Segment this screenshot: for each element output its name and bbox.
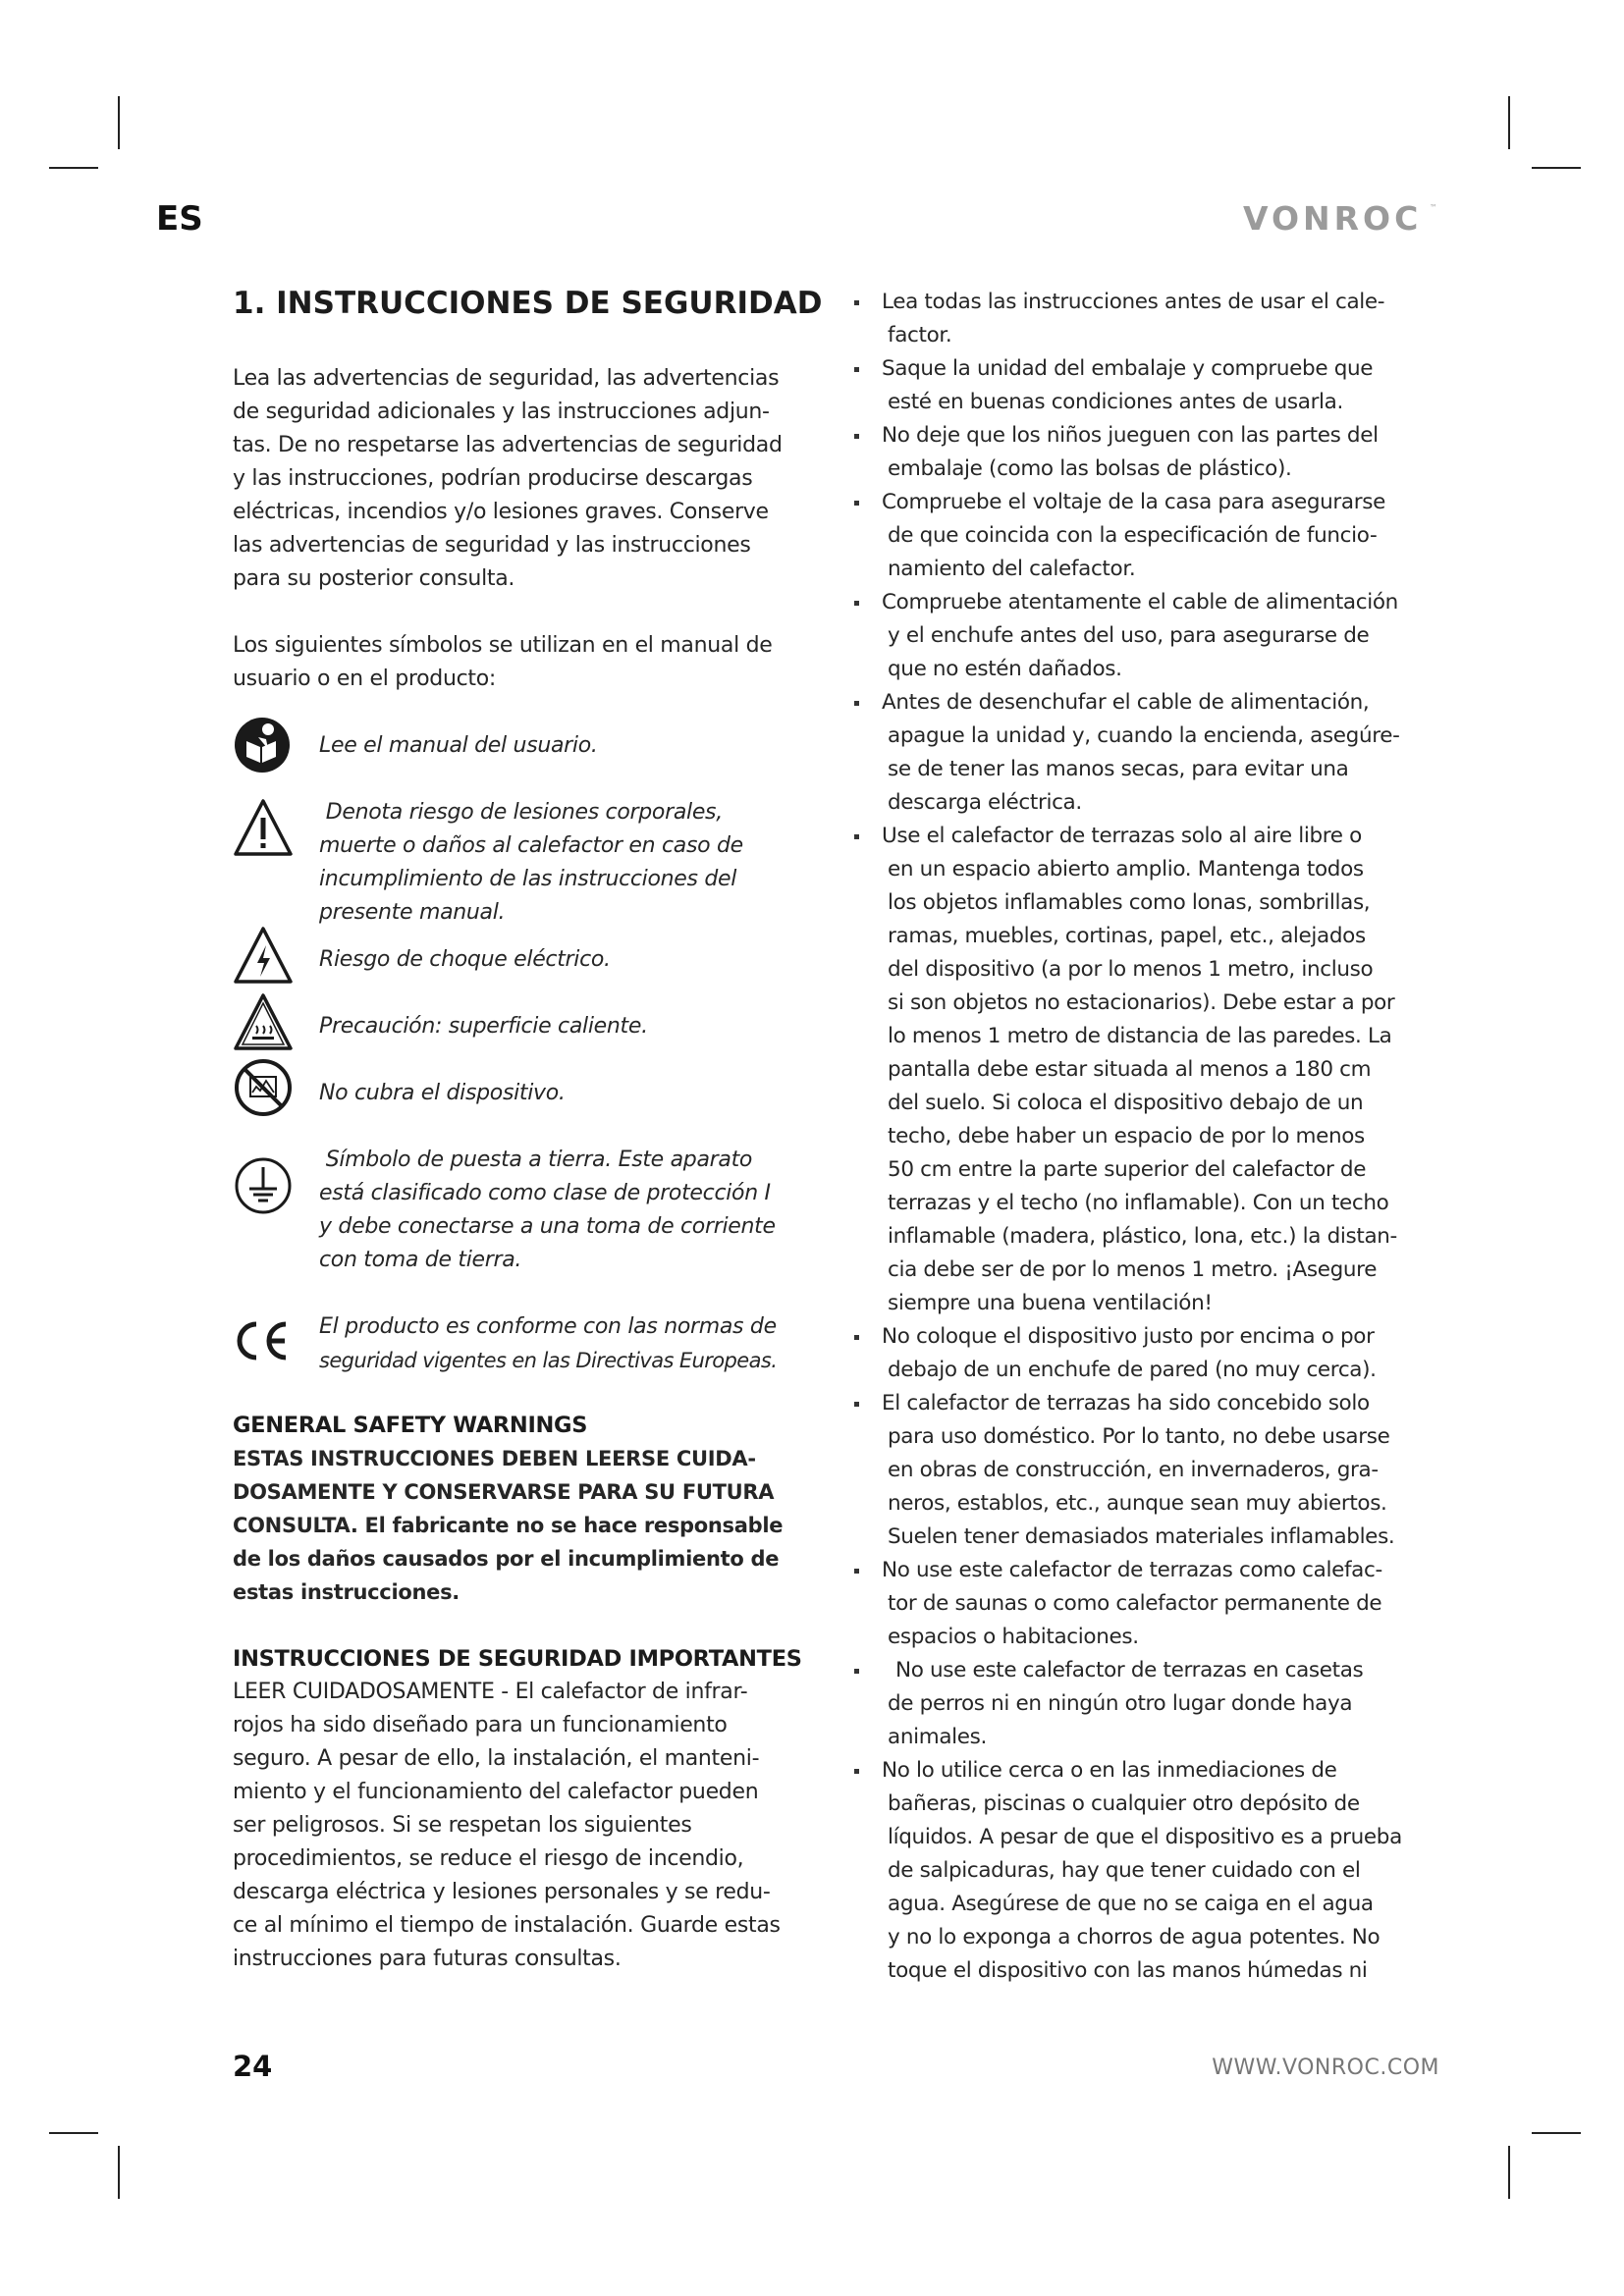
safety-bullet-item bbox=[852, 686, 1447, 820]
bullet-text-line: para uso doméstico. Por lo tanto, no debe usarse bbox=[888, 1424, 1390, 1449]
bullet-text-line: No use este calefactor de terrazas en casetas bbox=[895, 1658, 1364, 1682]
text-line: ce al mínimo el tiempo de instalación. Guarde estas bbox=[233, 1913, 781, 1938]
bullet-text-line: que no estén dañados. bbox=[888, 657, 1122, 681]
safety-bullet-item bbox=[852, 486, 1447, 586]
brand-logo bbox=[1243, 200, 1439, 240]
text-line: tas. De no respetarse las advertencias de seguridad bbox=[233, 433, 783, 457]
symbol-item bbox=[233, 1310, 828, 1409]
symbol-item bbox=[233, 796, 828, 943]
bullet-text-line: espacios o habitaciones. bbox=[888, 1625, 1139, 1649]
bullet-text-line: No lo utilice cerca o en las inmediaciones de bbox=[882, 1758, 1337, 1783]
crop-mark bbox=[49, 2132, 98, 2134]
bullet-text-line: Suelen tener demasiados materiales inflamables. bbox=[888, 1524, 1395, 1549]
text-line: procedimientos, se reduce el riesgo de incendio, bbox=[233, 1846, 744, 1871]
bullet-text-line: siempre una buena ventilación! bbox=[888, 1291, 1213, 1315]
bullet-text-line: namiento del calefactor. bbox=[888, 557, 1136, 581]
safety-bullet-item bbox=[852, 820, 1447, 1320]
text-line: CONSULTA. El fabricante no se hace responsable bbox=[233, 1514, 784, 1537]
bullet-text-line: Compruebe atentamente el cable de alimentación bbox=[882, 590, 1398, 614]
bullet-text-line: de que coincida con la especificación de funcio- bbox=[888, 523, 1378, 548]
intro-paragraph bbox=[233, 362, 828, 596]
safety-bullet-item bbox=[852, 1654, 1447, 1754]
bullet-text-line: líquidos. A pesar de que el dispositivo es a prueba bbox=[888, 1825, 1402, 1849]
bullet-text-line: en obras de construcción, en invernaderos, gra- bbox=[888, 1458, 1379, 1482]
bullet-text-line: Saque la unidad del embalaje y compruebe que bbox=[882, 356, 1374, 381]
bullet-text-line: del suelo. Si coloca el dispositivo debajo de un bbox=[888, 1091, 1364, 1115]
bullet-text-line: bañeras, piscinas o cualquier otro depósito de bbox=[888, 1791, 1360, 1816]
bullet-text-line: descarga eléctrica. bbox=[888, 790, 1082, 815]
symbol-list bbox=[233, 729, 828, 1409]
symbol-description: Denota riesgo de lesiones corporales, bbox=[319, 800, 723, 825]
text-line: rojos ha sido diseñado para un funcionamiento bbox=[233, 1713, 728, 1737]
website-url: WWW.VONROC.COM bbox=[1212, 2056, 1439, 2080]
symbol-description: El producto es conforme con las normas de bbox=[319, 1314, 777, 1339]
text-line: Lea las advertencias de seguridad, las advertencias bbox=[233, 366, 780, 391]
bullet-text-line: factor. bbox=[888, 323, 952, 347]
safety-bullet-item bbox=[852, 419, 1447, 486]
bullet-text-line: lo menos 1 metro de distancia de las paredes. La bbox=[888, 1024, 1392, 1048]
section-heading: 1. INSTRUCCIONES DE SEGURIDAD bbox=[233, 286, 823, 321]
bullet-text-line: los objetos inflamables como lonas, sombrillas, bbox=[888, 890, 1371, 915]
crop-mark bbox=[1532, 167, 1581, 169]
text-line: de seguridad adicionales y las instrucciones adjun- bbox=[233, 400, 770, 424]
bullet-text-line: No coloque el dispositivo justo por encima o por bbox=[882, 1324, 1375, 1349]
bullet-text-line: Antes de desenchufar el cable de alimentación, bbox=[882, 690, 1370, 715]
bullet-text-line: neros, establos, etc., aunque sean muy abiertos. bbox=[888, 1491, 1387, 1516]
svg-text:™: ™ bbox=[1430, 203, 1437, 212]
bullet-text-line: Use el calefactor de terrazas solo al aire libre o bbox=[882, 824, 1362, 848]
symbol-item bbox=[233, 729, 828, 796]
bullet-text-line: No deje que los niños jueguen con las partes del bbox=[882, 423, 1379, 448]
bullet-text-line: pantalla debe estar situada al menos a 180 cm bbox=[888, 1057, 1372, 1082]
bullet-text-line: animales. bbox=[888, 1725, 987, 1749]
text-line: las advertencias de seguridad y las instrucciones bbox=[233, 533, 751, 558]
crop-mark bbox=[49, 167, 98, 169]
text-line: seguro. A pesar de ello, la instalación, el manteni- bbox=[233, 1746, 760, 1771]
safety-bullet-item bbox=[852, 586, 1447, 686]
language-code: ES bbox=[156, 199, 203, 239]
symbol-description: con toma de tierra. bbox=[319, 1248, 522, 1272]
text-line: y las instrucciones, podrían producirse descargas bbox=[233, 466, 753, 491]
important-instructions-heading: INSTRUCCIONES DE SEGURIDAD IMPORTANTES bbox=[233, 1646, 802, 1672]
text-line: de los daños causados por el incumplimiento de bbox=[233, 1547, 780, 1571]
symbols-intro bbox=[233, 629, 828, 696]
symbol-item bbox=[233, 1010, 828, 1077]
bullet-text-line: tor de saunas o como calefactor permanente de bbox=[888, 1591, 1382, 1616]
important-instructions-text bbox=[233, 1676, 828, 1976]
symbol-description: Símbolo de puesta a tierra. Este aparato bbox=[319, 1148, 753, 1172]
crop-mark bbox=[1508, 2146, 1510, 2199]
text-line: Los siguientes símbolos se utilizan en el manual de bbox=[233, 633, 773, 658]
symbol-description: Lee el manual del usuario. bbox=[319, 733, 598, 758]
general-warnings-heading: GENERAL SAFETY WARNINGS bbox=[233, 1413, 588, 1438]
bullet-text-line: techo, debe haber un espacio de por lo menos bbox=[888, 1124, 1365, 1148]
bullet-text-line: del dispositivo (a por lo menos 1 metro, incluso bbox=[888, 957, 1374, 982]
crop-mark bbox=[118, 96, 120, 149]
bullet-text-line: Compruebe el voltaje de la casa para asegurarse bbox=[882, 490, 1385, 514]
bullet-text-line: ramas, muebles, cortinas, papel, etc., alejados bbox=[888, 924, 1366, 948]
bullet-text-line: inflamable (madera, plástico, lona, etc.) la distan- bbox=[888, 1224, 1397, 1249]
bullet-text-line: esté en buenas condiciones antes de usarla. bbox=[888, 390, 1343, 414]
bullet-text-line: toque el dispositivo con las manos húmedas ni bbox=[888, 1958, 1368, 1983]
symbol-description: seguridad vigentes en las Directivas Europeas. bbox=[319, 1349, 778, 1372]
general-warnings-text bbox=[233, 1442, 828, 1609]
bullet-text-line: terrazas y el techo (no inflamable). Con un techo bbox=[888, 1191, 1389, 1215]
bullet-text-line: de salpicaduras, hay que tener cuidado con el bbox=[888, 1858, 1361, 1883]
safety-bullet-item bbox=[852, 1320, 1447, 1387]
text-line: para su posterior consulta. bbox=[233, 566, 515, 591]
bullet-text-line: y no lo exponga a chorros de agua potentes. No bbox=[888, 1925, 1380, 1949]
right-column bbox=[852, 286, 1447, 1988]
bullet-text-line: No use este calefactor de terrazas como calefac- bbox=[882, 1558, 1382, 1582]
safety-bullet-item bbox=[852, 1554, 1447, 1654]
bullet-text-line: si son objetos no estacionarios). Debe estar a por bbox=[888, 990, 1395, 1015]
symbol-item bbox=[233, 1144, 828, 1310]
symbol-description: No cubra el dispositivo. bbox=[319, 1081, 566, 1105]
bullet-text-line: de perros ni en ningún otro lugar donde haya bbox=[888, 1691, 1353, 1716]
safety-bullet-item bbox=[852, 286, 1447, 352]
bullet-text-line: Lea todas las instrucciones antes de usar el cale- bbox=[882, 290, 1385, 314]
symbol-description: presente manual. bbox=[319, 900, 506, 925]
symbol-description: Riesgo de choque eléctrico. bbox=[319, 947, 611, 972]
bullet-text-line: se de tener las manos secas, para evitar una bbox=[888, 757, 1349, 781]
page-number: 24 bbox=[233, 2050, 273, 2083]
symbol-description: muerte o daños al calefactor en caso de bbox=[319, 833, 743, 858]
symbol-item bbox=[233, 943, 828, 1010]
text-line: descarga eléctrica y lesiones personales y se redu- bbox=[233, 1880, 771, 1904]
safety-bullet-item bbox=[852, 1387, 1447, 1554]
text-line: ESTAS INSTRUCCIONES DEBEN LEERSE CUIDA- bbox=[233, 1447, 756, 1470]
text-line: miento y el funcionamiento del calefactor pueden bbox=[233, 1780, 759, 1804]
bullet-text-line: cia debe ser de por lo menos 1 metro. ¡Asegure bbox=[888, 1257, 1378, 1282]
crop-mark bbox=[1532, 2132, 1581, 2134]
safety-bullet-list bbox=[852, 286, 1447, 1988]
safety-bullet-item bbox=[852, 1754, 1447, 1988]
crop-mark bbox=[1508, 96, 1510, 149]
symbol-description: está clasificado como clase de protección I bbox=[319, 1181, 771, 1205]
crop-mark bbox=[118, 2146, 120, 2199]
text-line: instrucciones para futuras consultas. bbox=[233, 1947, 622, 1971]
left-column bbox=[233, 278, 828, 1976]
bullet-text-line: y el enchufe antes del uso, para asegurarse de bbox=[888, 623, 1370, 648]
text-line: LEER CUIDADOSAMENTE - El calefactor de infrar- bbox=[233, 1680, 748, 1704]
bullet-text-line: embalaje (como las bolsas de plástico). bbox=[888, 456, 1292, 481]
bullet-text-line: agua. Asegúrese de que no se caiga en el agua bbox=[888, 1892, 1374, 1916]
symbol-description: Precaución: superficie caliente. bbox=[319, 1014, 648, 1039]
text-line: DOSAMENTE Y CONSERVARSE PARA SU FUTURA bbox=[233, 1480, 775, 1504]
bullet-text-line: El calefactor de terrazas ha sido concebido solo bbox=[882, 1391, 1370, 1415]
bullet-text-line: apague la unidad y, cuando la encienda, asegúre- bbox=[888, 723, 1400, 748]
text-line: eléctricas, incendios y/o lesiones graves. Conserve bbox=[233, 500, 769, 524]
bullet-text-line: en un espacio abierto amplio. Mantenga todos bbox=[888, 857, 1364, 881]
text-line: usuario o en el producto: bbox=[233, 667, 496, 691]
symbol-description: y debe conectarse a una toma de corriente bbox=[319, 1214, 776, 1239]
brand-logo-text: VONROC bbox=[1243, 200, 1423, 236]
symbol-item bbox=[233, 1077, 828, 1144]
bullet-text-line: debajo de un enchufe de pared (no muy cerca). bbox=[888, 1358, 1377, 1382]
text-line: ser peligrosos. Si se respetan los siguientes bbox=[233, 1813, 692, 1838]
text-line: estas instrucciones. bbox=[233, 1580, 460, 1604]
symbol-description: incumplimiento de las instrucciones del bbox=[319, 867, 737, 891]
safety-bullet-item bbox=[852, 352, 1447, 419]
bullet-text-line: 50 cm entre la parte superior del calefactor de bbox=[888, 1157, 1367, 1182]
